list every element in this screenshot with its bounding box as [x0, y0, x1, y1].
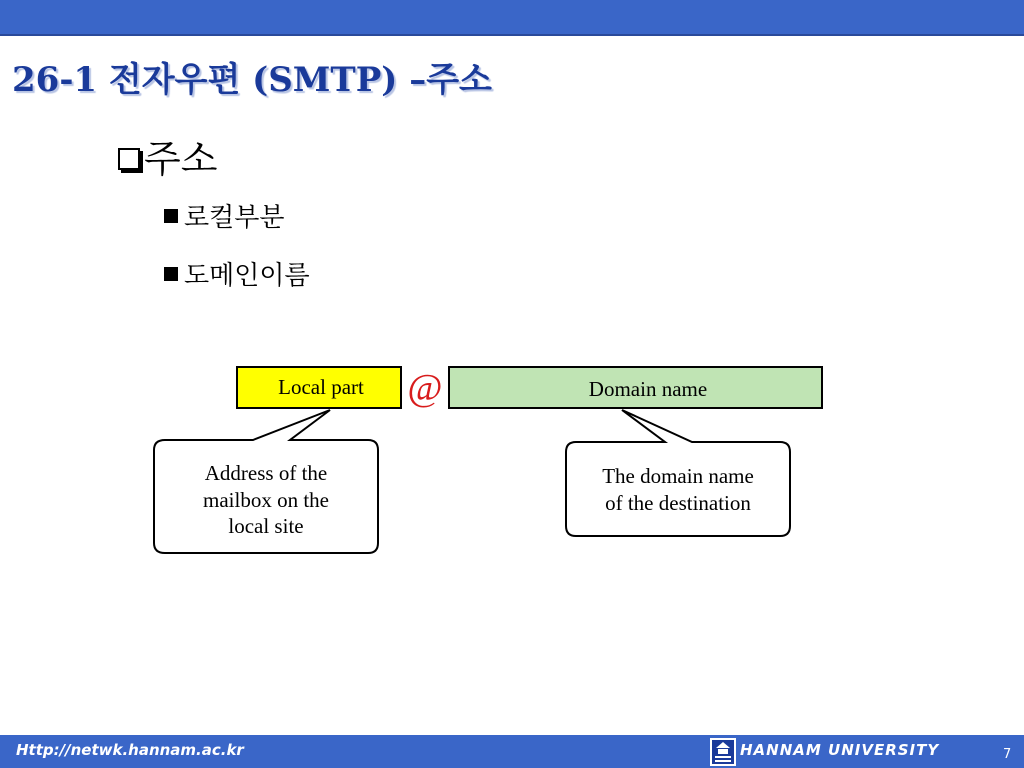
local-callout-line-2: mailbox on the [203, 488, 329, 512]
domain-callout [566, 410, 790, 536]
at-symbol: @ [407, 367, 443, 409]
university-emblem-icon [710, 738, 736, 766]
sub-bullet-local-text: 로컬부분 [184, 203, 285, 233]
main-bullet-text: 주소 [144, 137, 218, 181]
slide-title: 26-1 전자우편 (SMTP) –주소 [12, 60, 492, 100]
domain-name-label: Domain name [588, 377, 708, 401]
domain-callout-line-2: of the destination [605, 491, 751, 515]
domain-callout-line-1: The domain name [602, 464, 754, 488]
footer-url: Http://netwk.hannam.ac.kr [16, 741, 244, 759]
local-callout-line-1: Address of the [204, 461, 328, 485]
local-callout-line-3: local site [228, 514, 304, 538]
page-number: 7 [1003, 747, 1012, 762]
local-callout [154, 410, 378, 553]
local-part-label: Local part [278, 375, 364, 399]
footer-university-name: HANNAM UNIVERSITY [740, 741, 940, 759]
sub-bullet-domain-text: 도메인이름 [184, 261, 310, 291]
